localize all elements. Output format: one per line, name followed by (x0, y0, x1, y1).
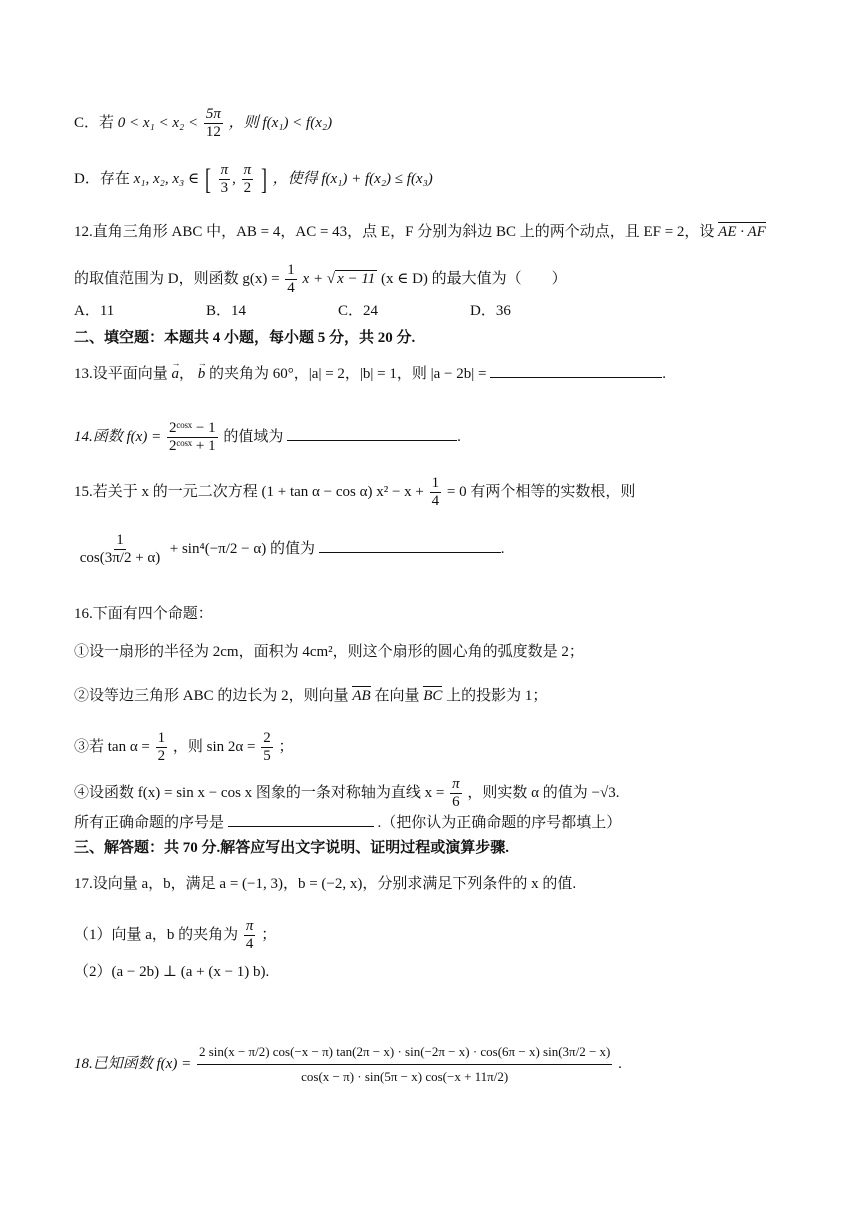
fraction: $\frac{1}{4}$ (287, 262, 295, 296)
section-heading-fill-in: 二、填空题：本题共 4 小题，每小题 5 分，共 20 分. (74, 330, 416, 346)
q12-line1: 12.直角三角形 ABC 中，AB = 4，AC = 43，点 E，F 分别为斜边 BC 上的两个动点，且 EF = 2，设 AE · AF (74, 224, 766, 240)
option-d: D．36 (470, 303, 511, 319)
q14: 14.函数 f(x) = $\frac{\text{2ᶜᵒˢˣ − 1}}{\text{2ᶜᵒˢˣ + 1}}$ 的值域为 . (74, 420, 461, 454)
vector-a: → a (172, 364, 180, 384)
q11-option-c: C．若 0 < x₁ < x₂ < $\frac{5\pi}{12}$ ，则 f(x₁) < f(x₂) (74, 106, 333, 140)
answer-blank[interactable] (319, 538, 501, 553)
vector-bc: BC (423, 688, 443, 704)
q17-part-1: （1）向量 a，b 的夹角为 $\frac{\pi}{4}$ ； (74, 918, 277, 952)
sqrt-expression: x − 11 (337, 270, 376, 287)
vector-b: → b (198, 364, 206, 384)
fraction: $\frac{1}{\cos(3\pi/2 + \alpha)}$ (79, 532, 161, 566)
q13: 13.设平面向量 → a， → b 的夹角为 60°，|a| = 2，|b| = 1，则 |a − 2b| = . (74, 363, 666, 384)
q15-line1: 15.若关于 x 的一元二次方程 (1 + tan α − cos α) x² − x + $\frac{1}{4}$ = 0 有两个相等的实数根，则 (74, 475, 636, 509)
fraction: $\frac{1}{2}$ (157, 730, 166, 764)
fraction: $\frac{\pi}{2}$ (243, 162, 252, 196)
q18: 18.已知函数 f(x) = 2 sin(x − π/2) cos(−x − π) tan(2π − x) · sin(−2π − x) · cos(6π − x) sin(3π/2 − x) cos(x − π) · sin(5π − x) cos(−x + 11π/2) . (74, 1040, 622, 1089)
vector-dot-product: AE · AF (718, 224, 766, 240)
vector-ab: AB (352, 688, 371, 704)
answer-blank[interactable] (490, 363, 662, 378)
fraction: $\frac{\pi}{6}$ (452, 776, 460, 810)
answer-blank[interactable] (228, 812, 374, 827)
fraction: $\frac{5\pi}{12}$ (205, 106, 221, 140)
fraction: 2 sin(x − π/2) cos(−x − π) tan(2π − x) · sin(−2π − x) · cos(6π − x) sin(3π/2 − x) cos(x − π) · sin(5π − x) cos(−x + 11π/2) (197, 1040, 612, 1089)
answer-blank[interactable] (287, 426, 457, 441)
option-a: A．11 (74, 303, 115, 319)
q17-stem: 17.设向量 a，b，满足 a = (−1, 3)，b = (−2, x)，分别求满足下列条件的 x 的值. (74, 876, 577, 892)
section-heading-solutions: 三、解答题：共 70 分.解答应写出文字说明、证明过程或演算步骤. (74, 840, 510, 856)
fraction: $\frac{\pi}{3}$ (220, 162, 229, 196)
q16-statement-1: ①设一扇形的半径为 2cm，面积为 4cm²，则这个扇形的圆心角的弧度数是 2； (74, 644, 584, 660)
q16-statement-2: ②设等边三角形 ABC 的边长为 2，则向量 AB 在向量 BC 上的投影为 1； (74, 688, 548, 704)
q12-line2: 的取值范围为 D，则函数 g(x) = $\frac{1}{4}$ x + √ x − 11 (x ∈ D) 的最大值为（ ） (74, 262, 567, 296)
option-c: C．24 (338, 303, 379, 319)
q12-options (74, 301, 602, 321)
q16-title: 16.下面有四个命题： (74, 606, 213, 622)
q15-line2: $\frac{1}{\cos(3\pi/2 + \alpha)}$ + sin⁴(−π/2 − α) 的值为 . (74, 532, 504, 567)
fraction: $\frac{2}{5}$ (263, 730, 271, 764)
option-b: B．14 (206, 303, 247, 319)
fraction: $\frac{1}{4}$ (431, 475, 440, 509)
fraction: $\frac{\pi}{4}$ (245, 918, 254, 952)
q16-statement-3: ③若 tan α = $\frac{1}{2}$ ，则 sin 2α = $\frac{2}{5}$ ； (74, 730, 294, 764)
q17-part-2: （2）(a − 2b) ⊥ (a + (x − 1) b). (74, 964, 270, 980)
fraction: $\frac{\text{2ᶜᵒˢˣ − 1}}{\text{2ᶜᵒˢˣ + 1}}$ (168, 420, 216, 454)
q16-statement-4: ④设函数 f(x) = sin x − cos x 图象的一条对称轴为直线 x = $\frac{\pi}{6}$ ，则实数 α 的值为 −√3. (74, 776, 620, 810)
q16-answer-line: 所有正确命题的序号是 .（把你认为正确命题的序号都填上） (74, 812, 621, 833)
q11-option-d: D．存在 x₁, x₂, x₃ ∈ [ $\frac{\pi}{3}$ , $\frac{\pi}{2}$ ] ，使得 f(x₁) + f(x₂) ≤ f(x₃) (74, 162, 433, 196)
